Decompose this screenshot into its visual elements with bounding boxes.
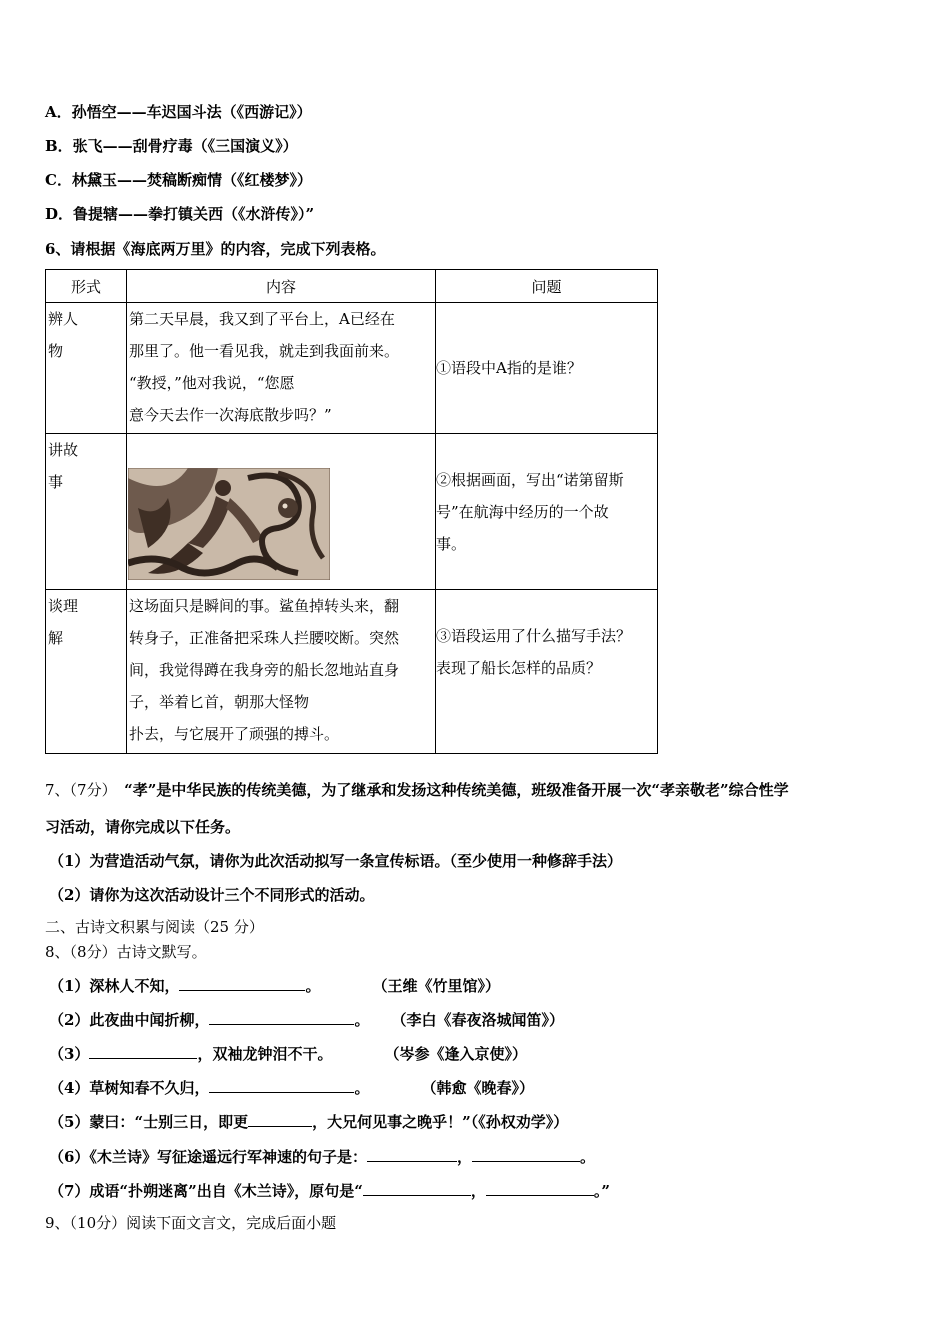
question-7-line1: 7、（7分） “孝”是中华民族的传统美德，为了继承和发扬这种传统美德，班级准备开展一次“孝亲敬老”综合性学 (45, 781, 789, 799)
recite-item-7: （7）成语“扑朔迷离”出自《木兰诗》，原句是“ ， 。” (49, 1182, 610, 1200)
table-row (46, 303, 658, 434)
octopus-battle-illustration (128, 468, 330, 580)
recite-item-1: （1）深林人不知， 。 （王维《竹里馆》） (49, 977, 500, 995)
option-d: D．鲁提辖——拳打镇关西（《水浒传》）” (45, 205, 315, 223)
recite-item-4: （4）草树知春不久归， 。 （韩愈《晚春》） (49, 1079, 534, 1097)
question-7-task-1: （1）为营造活动气氛，请你为此次活动拟写一条宣传标语。（至少使用一种修辞手法） (49, 852, 622, 870)
form-cell: 辨人 物 (46, 303, 127, 434)
question-7-task-2: （2）请你为这次活动设计三个不同形式的活动。 (49, 886, 375, 904)
table-row (46, 590, 658, 754)
question-9-stem: 9、（10分）阅读下面文言文，完成后面小题 (45, 1214, 337, 1232)
form-cell: 讲故 事 (46, 434, 127, 590)
content-cell: 这场面只是瞬间的事。鲨鱼掉转头来，翻 转身子，正准备把采珠人拦腰咬断。突然 间，我觉得蹲在我身旁的船长忽地站直身 子，举着匕首，朝那大怪物 扑去，与它展开了顽强的搏斗。 (127, 590, 436, 754)
question-cell: ①语段中A指的是谁？ (436, 303, 658, 434)
recite-item-5: （5）蒙曰：“士别三日，即更 ，大兄何见事之晚乎！”（《孙权劝学》） (49, 1113, 569, 1131)
content-cell: 第二天早晨，我又到了平台上，A已经在 那里了。他一看见我，就走到我面前来。 “教授，”他对我说，“您愿 意今天去作一次海底散步吗？” (127, 303, 436, 434)
option-b: B．张飞——刮骨疗毒（《三国演义》） (45, 137, 298, 155)
option-c: C．林黛玉——焚稿断痴情（《红楼梦》） (45, 171, 312, 189)
question-7-line2: 习活动，请你完成以下任务。 (45, 818, 241, 836)
section-2-heading: 二、古诗文积累与阅读（25 分） (45, 918, 264, 936)
question-6-table (45, 269, 658, 754)
header-question: 问题 (436, 270, 658, 303)
recite-item-2: （2）此夜曲中闻折柳， 。 （李白《春夜洛城闻笛》） (49, 1011, 564, 1029)
recite-item-3: （3） ，双袖龙钟泪不干。 （岑参《逢入京使》） (49, 1045, 527, 1063)
header-content: 内容 (127, 270, 436, 303)
form-cell: 谈理 解 (46, 590, 127, 754)
content-cell (127, 434, 436, 590)
table-row (46, 434, 658, 590)
recite-item-6: （6）《木兰诗》写征途遥远行军神速的句子是： ， 。 (49, 1148, 595, 1166)
question-cell: ③语段运用了什么描写手法？ 表现了船长怎样的品质？ (436, 590, 658, 754)
option-a: A．孙悟空——车迟国斗法（《西游记》） (45, 103, 312, 121)
question-6-stem: 6、请根据《海底两万里》的内容，完成下列表格。 (45, 240, 386, 258)
header-form: 形式 (46, 270, 127, 303)
question-cell: ②根据画面，写出“诺第留斯 号”在航海中经历的一个故 事。 (436, 434, 658, 590)
question-8-stem: 8、（8分）古诗文默写。 (45, 943, 207, 961)
